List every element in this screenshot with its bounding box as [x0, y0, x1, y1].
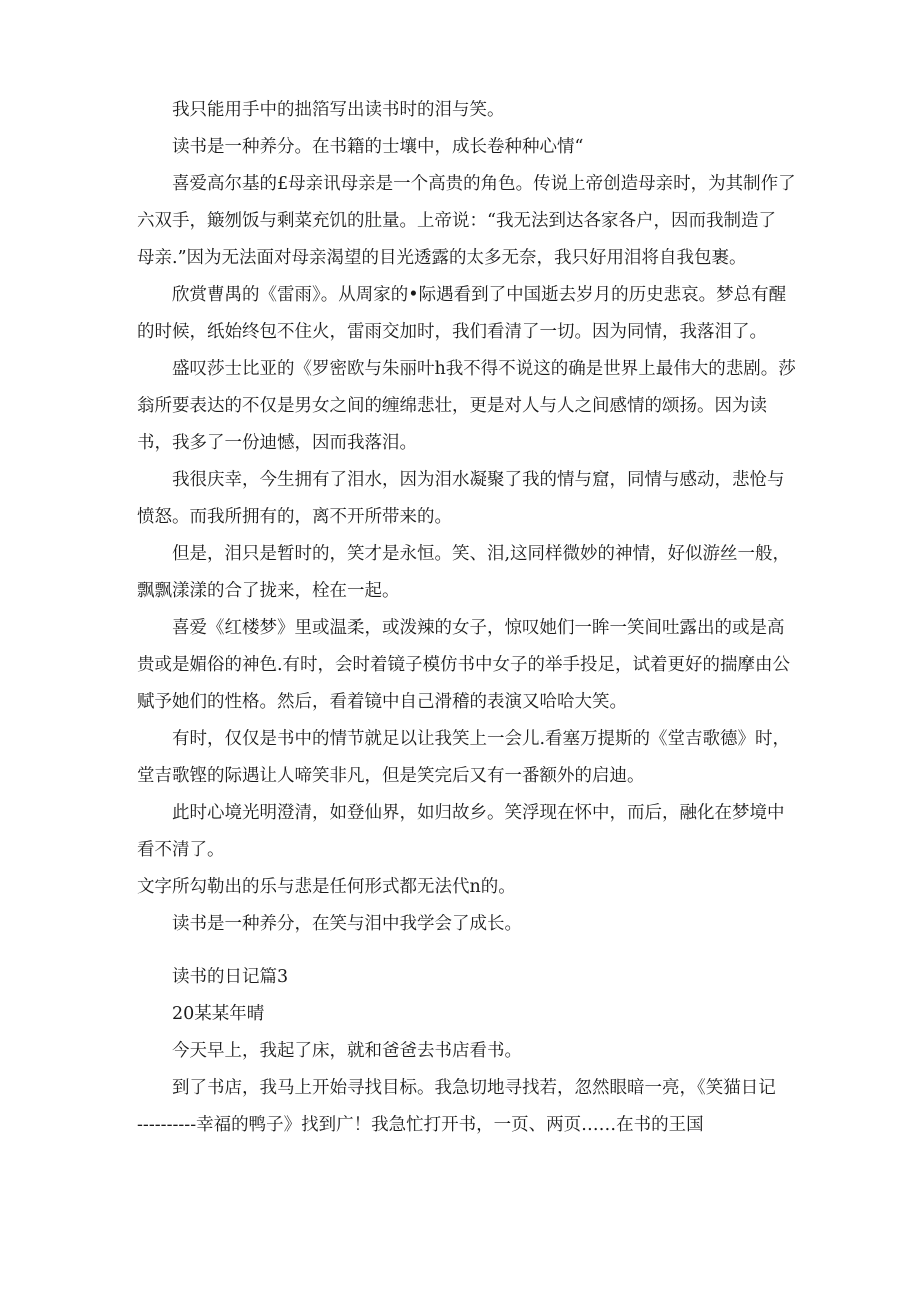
- text-line: 文字所勾勒出的乐与悲是任何形式都无法代n的。: [137, 877, 516, 897]
- text-line: 到了书店，我马上开始寻找目标。我急切地寻找若，忽然眼暗一亮，《笑猫日记: [172, 1078, 776, 1098]
- text-line: 贵或是媚俗的神色.有时，会时着镜子模仿书中女子的举手投足，试着更好的揣摩由公: [137, 655, 791, 675]
- paragraph: [137, 359, 797, 453]
- text-line: 但是，泪只是暂时的，笑才是永恒。笑、泪,这同样微妙的神情，好似游丝一般，: [172, 544, 791, 564]
- text-line: 母亲.”因为无法面对母亲渴望的目光透露的太多无奈，我只好用泪将自我包裹。: [137, 248, 747, 268]
- date-line: [137, 1004, 797, 1024]
- text-line: 堂吉歌铿的际遇让人啼笑非凡，但是笑完后又有一番额外的启迪。: [137, 766, 645, 786]
- paragraph: [137, 470, 797, 527]
- section-title-text: 读书的日记篇3: [172, 967, 289, 987]
- text-line: 赋予她们的性格。然后，看着镜中自己滑稽的表演又哈哈大笑。: [137, 692, 627, 712]
- text-line: 看不清了。: [137, 840, 225, 860]
- text-line: 我只能用手中的拙箔写出读书时的泪与笑。: [172, 100, 505, 120]
- paragraph: [137, 729, 797, 786]
- paragraph: [137, 544, 797, 601]
- document-page: [137, 100, 797, 1152]
- text-line: 此时心境光明澄清，如登仙界，如归故乡。笑浮现在怀中，而后，融化在梦境中: [172, 803, 785, 823]
- paragraph: [137, 1041, 797, 1061]
- section-title: [137, 967, 797, 987]
- paragraph: [137, 100, 797, 120]
- text-line: 愤怒。而我所拥有的，离不开所带来的。: [137, 507, 452, 527]
- text-line: 有时，仅仅是书中的情节就足以让我笑上一会儿.看塞万提斯的《堂吉歌德》时，: [172, 729, 791, 749]
- paragraph: [137, 914, 797, 934]
- paragraph: [137, 137, 797, 157]
- text-line: 书，我多了一份迪憾，因而我落泪。: [137, 433, 417, 453]
- paragraph: [137, 1078, 797, 1135]
- text-line: 读书是一种养分，在笑与泪中我学会了成长。: [172, 914, 522, 934]
- text-line: 读书是一种养分。在书籍的士壤中，成长卷种种心情“: [172, 137, 584, 157]
- text-line: 翁所要表达的不仅是男女之间的缠绵悲壮，更是对人与人之间感情的颂扬。因为读: [137, 396, 767, 416]
- text-line: 飘飘漾漾的合了拢来，栓在一起。: [137, 581, 400, 601]
- text-line: 六双手，簸刎饭与剩菜充饥的肚量。上帝说：“我无法到达各家各户，因而我制造了: [137, 211, 776, 231]
- text-line: 喜爱《红楼梦》里或温柔，或泼辣的女子，惊叹她们一眸一笑间吐露出的或是高: [172, 618, 785, 638]
- paragraph: [137, 877, 797, 897]
- date-text: 20某某年晴: [172, 1004, 265, 1024]
- paragraph: [137, 803, 797, 860]
- paragraph: [137, 618, 797, 712]
- text-line: 盛叹莎士比亚的《罗密欧与朱丽叶h我不得不说这的确是世界上最伟大的悲剧。莎: [172, 359, 796, 379]
- text-line: 喜爱高尔基的£母亲讯母亲是一个高贵的角色。传说上帝创造母亲时，为其制作了: [172, 174, 796, 194]
- text-line: 的时候，纸始终包不住火，雷雨交加时，我们看清了一切。因为同情，我落泪了。: [137, 322, 767, 342]
- text-line: ----------幸福的鸭子》找到广！我急忙打开书，一页、两页……在书的王国: [137, 1115, 704, 1135]
- paragraph: [137, 174, 797, 268]
- text-line: 今天早上，我起了床，就和爸爸去书店看书。: [172, 1041, 522, 1061]
- text-line: 我很庆幸，今生拥有了泪水，因为泪水凝聚了我的情与窟，同情与感动，悲怆与: [172, 470, 785, 490]
- paragraph: [137, 285, 797, 342]
- text-line: 欣赏曹禺的《雷雨》。从周家的•际遇看到了中国逝去岁月的历史悲哀。梦总有醒: [172, 285, 787, 305]
